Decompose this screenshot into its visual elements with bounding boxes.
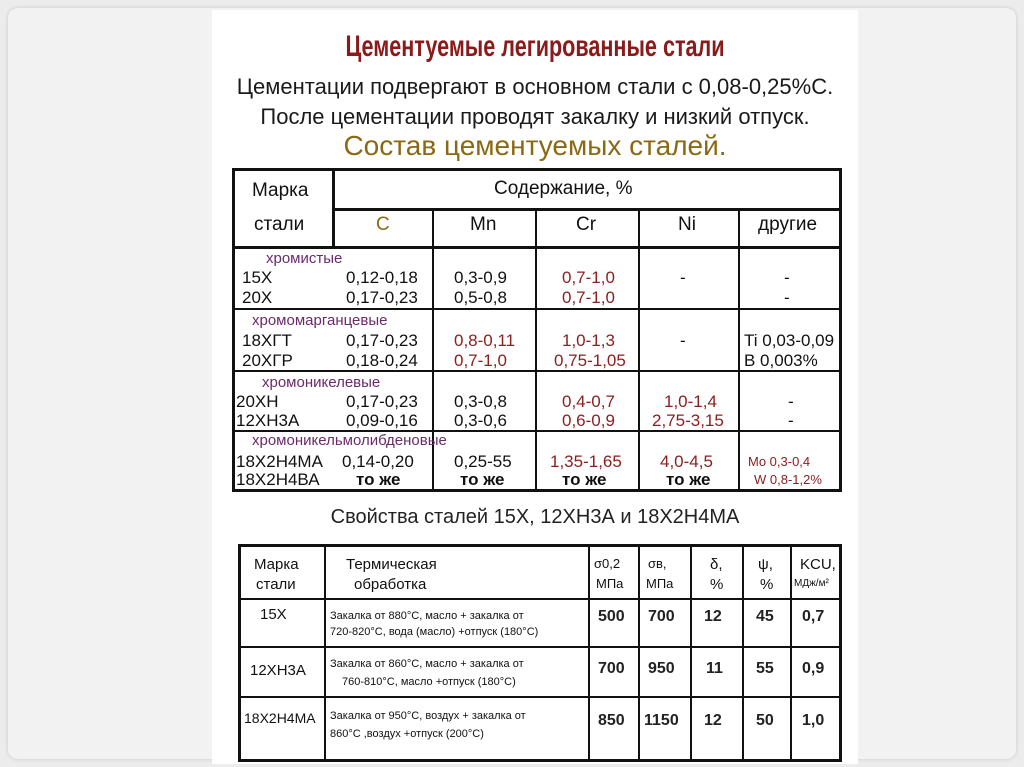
c-value: 0,09-0,16 — [346, 411, 418, 430]
other-value: Mo 0,3-0,4 — [748, 454, 811, 469]
table-border — [238, 759, 842, 762]
c-value: 0,17-0,23 — [346, 392, 418, 411]
delta-value: 12 — [704, 712, 722, 729]
psi-value: 45 — [756, 608, 774, 625]
c-value: 0,18-0,24 — [346, 351, 418, 370]
other-value: - — [788, 392, 794, 411]
group-name: хромоникельмолибденовые — [252, 432, 447, 449]
grade: 12ХН3А — [250, 662, 306, 679]
table-border — [232, 489, 842, 492]
sigma02-value: 850 — [598, 712, 625, 729]
composition-table — [232, 168, 842, 492]
header-other: другие — [758, 214, 818, 235]
grade: 20ХГР — [242, 351, 293, 370]
header-kcu-unit: МДж/м² — [794, 578, 829, 589]
header-sigma02-unit: МПа — [596, 576, 624, 591]
table-border — [738, 208, 740, 492]
header-treatment-1: Термическая — [346, 556, 437, 573]
mn-value: 0,25-55 — [454, 452, 512, 471]
other-value: - — [784, 288, 790, 307]
header-grade-1: Марка — [252, 180, 309, 201]
header-grade-2: стали — [256, 576, 296, 593]
group-name: хромомарганцевые — [252, 312, 388, 329]
other-value: - — [788, 411, 794, 430]
header-ni: Ni — [678, 214, 696, 235]
grade: 18Х2Н4МА — [244, 710, 316, 726]
grade: 18ХГТ — [242, 331, 292, 350]
psi-value: 55 — [756, 660, 774, 677]
header-treatment-2: обработка — [354, 576, 427, 593]
sigmab-value: 950 — [648, 660, 675, 677]
header-delta: δ, — [710, 556, 723, 573]
c-value: 0,17-0,23 — [346, 331, 418, 350]
ni-value: 4,0-4,5 — [660, 452, 713, 471]
table-border — [839, 168, 842, 492]
table-border — [238, 544, 241, 762]
properties-table — [238, 544, 842, 762]
psi-value: 50 — [756, 712, 774, 729]
table-border — [839, 544, 842, 762]
cr-value: 0,6-0,9 — [562, 411, 615, 430]
header-kcu: KCU, — [800, 556, 836, 573]
delta-value: 11 — [706, 660, 723, 677]
treatment-line-2: 760-810°С, масло +отпуск (180°С) — [342, 676, 516, 688]
cr-value: 0,7-1,0 — [562, 288, 615, 307]
grade: 20Х — [242, 288, 273, 307]
table-border — [432, 208, 434, 492]
treatment-line-1: Закалка от 880°С, масло + закалка от — [330, 610, 524, 622]
grade: 12ХН3А — [236, 411, 300, 430]
treatment-line-2: 860°С ,воздух +отпуск (200°С) — [330, 728, 484, 740]
header-grade-1: Марка — [254, 556, 299, 573]
mn-value: 0,3-0,8 — [454, 392, 507, 411]
ni-value: - — [680, 268, 686, 287]
table-border — [232, 168, 235, 492]
mn-value: 0,8-0,11 — [454, 331, 516, 350]
ni-value: то же — [666, 470, 711, 489]
c-value: то же — [356, 470, 401, 489]
treatment-line-1: Закалка от 950°С, воздух + закалка от — [330, 710, 526, 722]
kcu-value: 1,0 — [802, 712, 825, 729]
c-value: 0,14-0,20 — [342, 452, 414, 471]
cr-value: 1,35-1,65 — [550, 452, 622, 471]
c-value: 0,12-0,18 — [346, 268, 418, 287]
table-border — [638, 208, 640, 492]
header-c: C — [376, 214, 390, 235]
cr-value: 0,4-0,7 — [562, 392, 615, 411]
sigma02-value: 700 — [598, 660, 625, 677]
ni-value: 1,0-1,4 — [664, 392, 717, 411]
table-border — [238, 646, 842, 648]
table-border — [638, 544, 640, 762]
header-content: Содержание, % — [494, 178, 633, 199]
sigma02-value: 500 — [598, 608, 625, 625]
intro-line-1: Цементации подвергают в основном стали с 0,08-0,25%С. — [236, 74, 834, 99]
table-border — [238, 696, 842, 698]
other-value: Ti 0,03-0,09 — [744, 331, 835, 350]
ni-value: 2,75-3,15 — [652, 411, 724, 430]
table-border — [238, 598, 842, 600]
header-sigmab-unit: МПа — [646, 576, 674, 591]
other-value: - — [784, 268, 790, 287]
table-border — [324, 544, 326, 762]
slide — [212, 10, 858, 764]
cr-value: то же — [562, 470, 607, 489]
kcu-value: 0,7 — [802, 608, 825, 625]
header-delta-unit: % — [710, 576, 724, 593]
mn-value: 0,3-0,6 — [454, 411, 507, 430]
grade: 15Х — [260, 606, 287, 623]
table-border — [232, 168, 842, 171]
c-value: 0,17-0,23 — [346, 288, 418, 307]
mn-value: то же — [460, 470, 505, 489]
other-value: W 0,8-1,2% — [754, 472, 822, 487]
header-mn: Mn — [470, 214, 497, 235]
cr-value: 0,75-1,05 — [554, 351, 626, 370]
table-border — [588, 544, 590, 762]
treatment-line-2: 720-820°С, вода (масло) +отпуск (180°С) — [330, 626, 539, 638]
intro-line-2: После цементации проводят закалку и низкий отпуск. — [260, 104, 810, 129]
group-name: хромоникелевые — [262, 374, 381, 391]
header-sigmab: σв, — [648, 556, 667, 571]
grade: 18Х2Н4МА — [236, 452, 323, 471]
table-border — [690, 544, 692, 762]
sigmab-value: 1150 — [644, 712, 679, 729]
kcu-value: 0,9 — [802, 660, 825, 677]
slide-title: Цементуемые легированные стали — [345, 30, 725, 63]
header-psi-unit: % — [760, 576, 774, 593]
header-sigma02: σ0,2 — [594, 556, 621, 571]
treatment-line-1: Закалка от 860°С, масло + закалка от — [330, 658, 524, 670]
table-border — [535, 208, 537, 492]
delta-value: 12 — [704, 608, 722, 625]
mn-value: 0,7-1,0 — [454, 351, 507, 370]
mn-value: 0,5-0,8 — [454, 288, 507, 307]
composition-subtitle: Состав цементуемых сталей. — [343, 130, 727, 161]
cr-value: 0,7-1,0 — [562, 268, 615, 287]
ni-value: - — [680, 331, 686, 350]
header-grade-2: стали — [254, 214, 305, 235]
mn-value: 0,3-0,9 — [454, 268, 507, 287]
cr-value: 1,0-1,3 — [562, 331, 615, 350]
header-psi: ψ, — [758, 556, 773, 573]
grade: 20ХН — [236, 392, 279, 411]
group-name: хромистые — [266, 250, 343, 267]
properties-title: Свойства сталей 15Х, 12ХН3А и 18Х2Н4МА — [330, 506, 740, 528]
header-cr: Cr — [576, 214, 597, 235]
table-border — [232, 246, 842, 249]
table-border — [790, 544, 792, 762]
table-border — [232, 308, 842, 310]
sigmab-value: 700 — [648, 608, 675, 625]
table-border — [332, 208, 842, 211]
grade: 15Х — [242, 268, 273, 287]
table-border — [238, 544, 842, 547]
grade: 18Х2Н4ВА — [236, 470, 320, 489]
table-border — [742, 544, 744, 762]
other-value: B 0,003% — [744, 351, 818, 370]
